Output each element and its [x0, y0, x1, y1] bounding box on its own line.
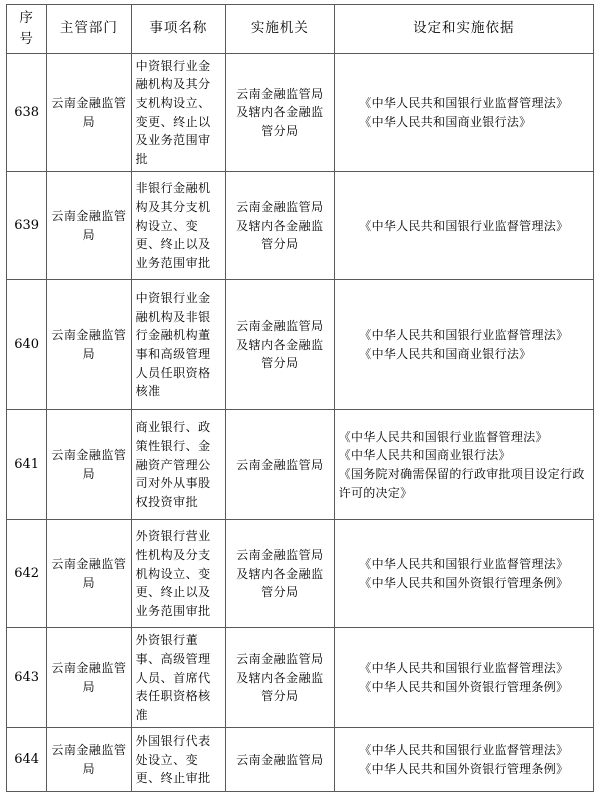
basis-line: 《中华人民共和国银行业监督管理法》: [359, 661, 569, 676]
basis-line: 《中华人民共和国银行业监督管理法》: [359, 328, 569, 343]
cell-item: 外资银行营业性机构及分支机构设立、变更、终止以及业务范围审批: [131, 520, 225, 628]
cell-seq: 639: [7, 172, 47, 280]
table-row: [7, 410, 594, 520]
cell-item: 外国银行代表处设立、变更、终止审批: [131, 728, 225, 792]
basis-line: 《国务院对确需保留的行政审批项目设定行政许可的决定》: [338, 466, 585, 500]
cell-basis: [334, 172, 593, 280]
cell-org: 云南金融监管局及辖内各金融监管分局: [226, 628, 335, 728]
cell-item: 中资银行业金融机构及非银行金融机构董事和高级管理人员任职资格核准: [131, 280, 225, 410]
cell-seq: 642: [7, 520, 47, 628]
column-header-org: 实施机关: [226, 5, 335, 54]
cell-item: 中资银行业金融机构及其分支机构设立、变更、终止以及业务范围审批: [131, 53, 225, 172]
basis-line: 《中华人民共和国外资银行管理条例》: [359, 679, 569, 694]
column-header-seq: 序 号: [7, 5, 47, 54]
cell-basis: [334, 410, 593, 520]
cell-org: 云南金融监管局及辖内各金融监管分局: [226, 172, 335, 280]
basis-line: 《中华人民共和国外资银行管理条例》: [359, 575, 569, 590]
basis-line: 《中华人民共和国银行业监督管理法》: [359, 96, 569, 111]
table-header-row: [7, 5, 594, 54]
cell-basis: [334, 280, 593, 410]
table-row: [7, 520, 594, 628]
cell-seq: 643: [7, 628, 47, 728]
column-header-dept: 主管部门: [47, 5, 131, 54]
column-header-item: 事项名称: [131, 5, 225, 54]
table-body: [7, 53, 594, 792]
cell-basis: [334, 520, 593, 628]
cell-dept: 云南金融监管局: [47, 628, 131, 728]
cell-basis: [334, 53, 593, 172]
column-header-basis: 设定和实施依据: [334, 5, 593, 54]
cell-dept: 云南金融监管局: [47, 520, 131, 628]
cell-item: 非银行金融机构及其分支机构设立、变更、终止以及业务范围审批: [131, 172, 225, 280]
cell-dept: 云南金融监管局: [47, 410, 131, 520]
cell-dept: 云南金融监管局: [47, 280, 131, 410]
basis-line: 《中华人民共和国银行业监督管理法》: [338, 429, 548, 444]
table-row: [7, 53, 594, 172]
basis-line: 《中华人民共和国银行业监督管理法》: [359, 743, 569, 758]
cell-seq: 638: [7, 53, 47, 172]
cell-basis: [334, 728, 593, 792]
basis-line: 《中华人民共和国商业银行法》: [359, 346, 532, 361]
cell-dept: 云南金融监管局: [47, 728, 131, 792]
basis-line: 《中华人民共和国商业银行法》: [338, 448, 511, 463]
cell-seq: 641: [7, 410, 47, 520]
cell-org: 云南金融监管局及辖内各金融监管分局: [226, 53, 335, 172]
cell-org: 云南金融监管局及辖内各金融监管分局: [226, 280, 335, 410]
basis-line: 《中华人民共和国商业银行法》: [359, 114, 532, 129]
cell-seq: 640: [7, 280, 47, 410]
basis-line: 《中华人民共和国银行业监督管理法》: [359, 557, 569, 572]
table-header: [7, 5, 594, 54]
cell-org: 云南金融监管局: [226, 410, 335, 520]
basis-line: 《中华人民共和国银行业监督管理法》: [359, 218, 569, 233]
administrative-approval-table: [6, 4, 594, 792]
cell-seq: 644: [7, 728, 47, 792]
cell-dept: 云南金融监管局: [47, 172, 131, 280]
table-row: [7, 628, 594, 728]
cell-dept: 云南金融监管局: [47, 53, 131, 172]
cell-org: 云南金融监管局及辖内各金融监管分局: [226, 520, 335, 628]
table-row: [7, 172, 594, 280]
table-row: [7, 280, 594, 410]
cell-item: 商业银行、政策性银行、金融资产管理公司对外从事股权投资审批: [131, 410, 225, 520]
basis-line: 《中华人民共和国外资银行管理条例》: [359, 761, 569, 776]
cell-org: 云南金融监管局: [226, 728, 335, 792]
cell-basis: [334, 628, 593, 728]
table-row: [7, 728, 594, 792]
cell-item: 外资银行董事、高级管理人员、首席代表任职资格核准: [131, 628, 225, 728]
